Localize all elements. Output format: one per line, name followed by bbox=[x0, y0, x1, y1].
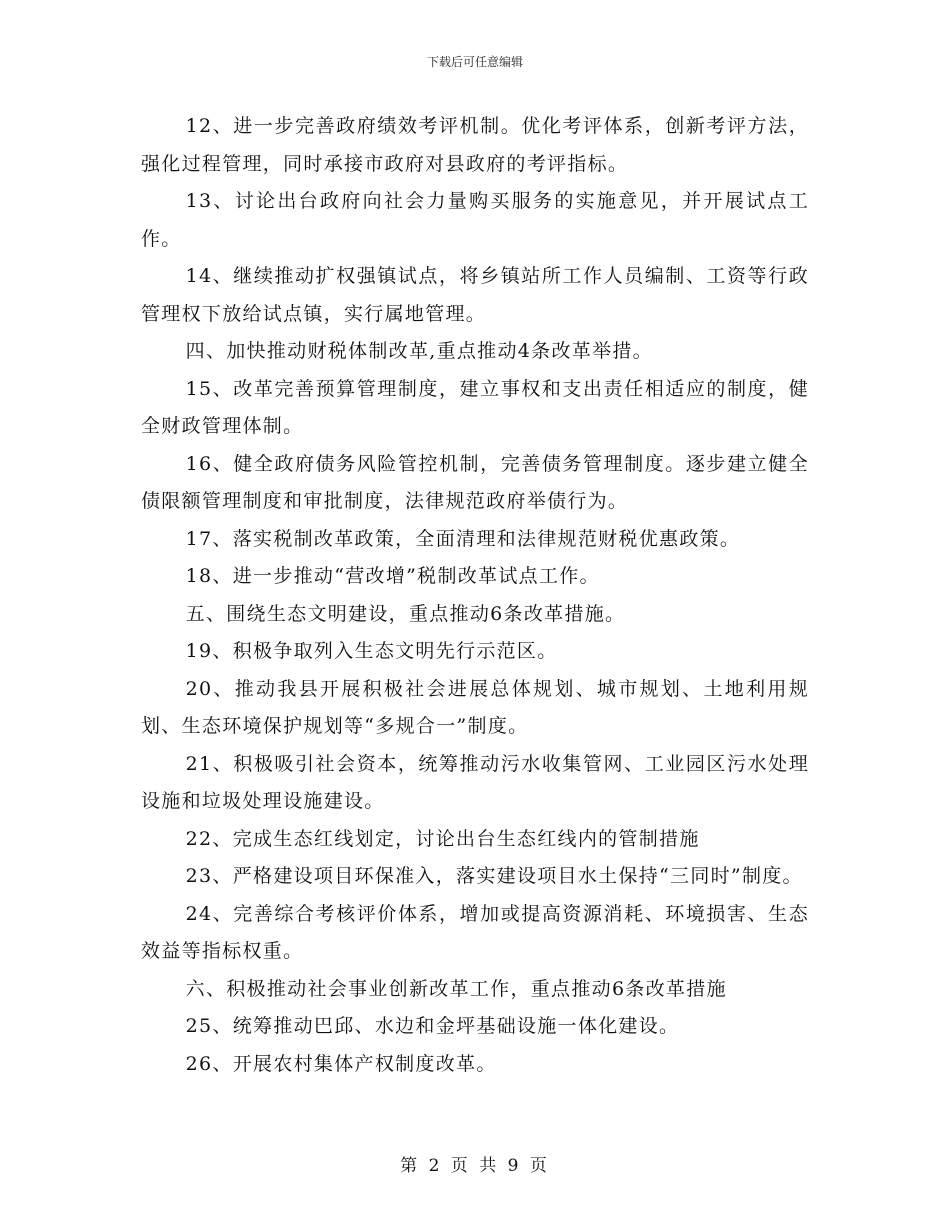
paragraph-item-23: 23、严格建设项目环保准入，落实建设项目水土保持“三同时”制度。 bbox=[185, 865, 803, 887]
paragraph-item-16: 16、健全政府债务风险管控机制，完善债务管理制度。逐步建立健全债限额管理制度和审批制度，法律规范政府举债行为。 bbox=[141, 452, 809, 512]
paragraph-item-19: 19、积极争取列入生态文明先行示范区。 bbox=[185, 640, 558, 662]
paragraph-item-17: 17、落实税制改革政策，全面清理和法律规范财税优惠政策。 bbox=[185, 527, 741, 550]
page-header-note: 下载后可任意编辑 bbox=[426, 55, 523, 69]
paragraph-item-20: 20、推动我县开展积极社会进展总体规划、城市规划、土地利用规划、生态环境保护规划等“多规合一”制度。 bbox=[141, 677, 809, 737]
document-body bbox=[141, 108, 809, 1083]
paragraph-item-15: 15、改革完善预算管理制度，建立事权和支出责任相适应的制度，健全财政管理体制。 bbox=[141, 377, 809, 437]
paragraph-item-13: 13、讨论出台政府向社会力量购买服务的实施意见，并开展试点工作。 bbox=[141, 190, 809, 250]
paragraph-item-18: 18、进一步推动“营改增”税制改革试点工作。 bbox=[185, 565, 600, 587]
paragraph-item-24: 24、完善综合考核评价体系，增加或提高资源消耗、环境损害、生态效益等指标权重。 bbox=[141, 902, 809, 962]
paragraph-item-26: 26、开展农村集体产权制度改革。 bbox=[185, 1052, 497, 1075]
paragraph-item-21: 21、积极吸引社会资本，统筹推动污水收集管网、工业园区污水处理设施和垃圾处理设施建设。 bbox=[141, 752, 809, 812]
section-heading-4: 四、加快推动财税体制改革,重点推动4条改革举措。 bbox=[185, 340, 653, 362]
paragraph-item-25: 25、统筹推动巴邱、水边和金坪基础设施一体化建设。 bbox=[185, 1015, 680, 1037]
paragraph-item-14: 14、继续推动扩权强镇试点，将乡镇站所工作人员编制、工资等行政管理权下放给试点镇，实行属地管理。 bbox=[141, 265, 809, 325]
paragraph-item-12: 12、进一步完善政府绩效考评机制。优化考评体系，创新考评方法，强化过程管理，同时承接市政府对县政府的考评指标。 bbox=[141, 115, 809, 175]
section-heading-5: 五、围绕生态文明建设，重点推动6条改革措施。 bbox=[185, 602, 626, 625]
section-heading-6: 六、积极推动社会事业创新改革工作，重点推动6条改革措施 bbox=[185, 977, 727, 1000]
page-number-footer: 第 2 页 共 9 页 bbox=[400, 1156, 550, 1176]
paragraph-item-22: 22、完成生态红线划定，讨论出台生态红线内的管制措施 bbox=[185, 827, 700, 850]
